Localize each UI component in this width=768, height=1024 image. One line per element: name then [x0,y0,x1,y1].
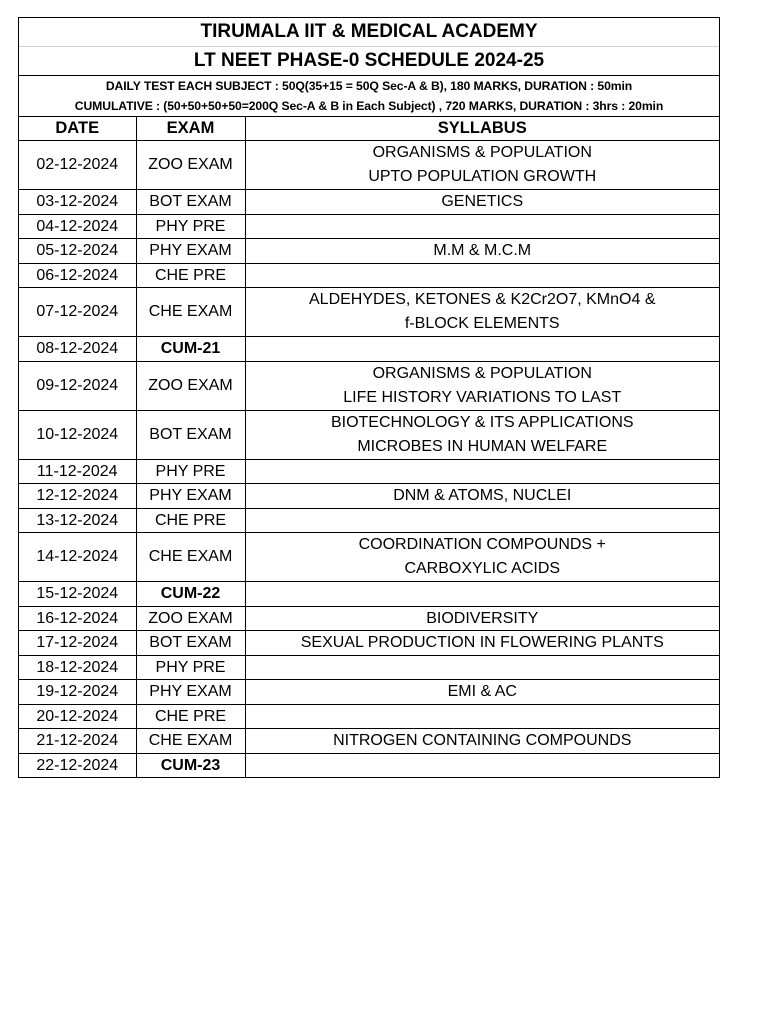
table-row [19,361,719,410]
date-cell: 14-12-2024 [19,533,136,582]
syllabus-line: LIFE HISTORY VARIATIONS TO LAST [343,388,622,406]
syllabus-cell [245,141,719,190]
syllabus-cell [245,533,719,582]
exam-cell: CHE EXAM [136,288,245,337]
date-cell: 17-12-2024 [19,631,136,656]
syllabus-line: GENETICS [441,193,524,211]
exam-cell: ZOO EXAM [136,141,245,190]
date-cell: 05-12-2024 [19,239,136,264]
syllabus-cell [245,288,719,337]
date-cell: 07-12-2024 [19,288,136,337]
table-row [19,263,719,288]
syllabus-cell [245,631,719,656]
syllabus-cell [245,239,719,264]
academy-title: TIRUMALA IIT & MEDICAL ACADEMY [200,21,538,42]
syllabus-cell [245,582,719,607]
date-cell: 04-12-2024 [19,214,136,239]
syllabus-cell [245,729,719,754]
syllabus-line: MICROBES IN HUMAN WELFARE [357,437,608,455]
exam-cell: CHE EXAM [136,729,245,754]
date-cell: 18-12-2024 [19,655,136,680]
date-cell: 15-12-2024 [19,582,136,607]
table-row [19,410,719,459]
syllabus-line: ORGANISMS & POPULATION [372,144,592,161]
syllabus-cell [245,704,719,729]
schedule-body [19,141,719,778]
cumulative-info: CUMULATIVE : (50+50+50+50=200Q Sec-A & B in Each Subject) , 720 MARKS, DURATION : 3hrs : 20min [74,99,664,113]
syllabus-line: EMI & AC [447,683,517,701]
syllabus-line: ALDEHYDES, KETONES & K2Cr2O7, KMnO4 & [309,291,656,308]
exam-cell: CHE EXAM [136,533,245,582]
exam-cell: PHY EXAM [136,680,245,705]
syllabus-line: NITROGEN CONTAINING COMPOUNDS [333,732,632,750]
table-row [19,631,719,656]
table-row [19,729,719,754]
exam-cell: ZOO EXAM [136,606,245,631]
column-header-syllabus: SYLLABUS [245,117,719,141]
date-cell: 02-12-2024 [19,141,136,190]
table-row [19,239,719,264]
syllabus-cell [245,214,719,239]
exam-cell: CHE PRE [136,704,245,729]
exam-cell: PHY PRE [136,655,245,680]
syllabus-cell [245,753,719,777]
table-row [19,704,719,729]
date-cell: 08-12-2024 [19,337,136,362]
syllabus-line: ORGANISMS & POPULATION [372,364,592,382]
date-cell: 09-12-2024 [19,361,136,410]
syllabus-cell [245,263,719,288]
syllabus-cell [245,484,719,509]
syllabus-line: SEXUAL PRODUCTION IN FLOWERING PLANTS [300,634,664,652]
syllabus-cell [245,337,719,362]
date-cell: 10-12-2024 [19,410,136,459]
date-cell: 11-12-2024 [19,459,136,484]
syllabus-cell [245,361,719,410]
syllabus-cell [245,508,719,533]
schedule-title: LT NEET PHASE-0 SCHEDULE 2024-25 [19,46,719,75]
table-row [19,582,719,607]
date-cell: 12-12-2024 [19,484,136,509]
column-header-date: DATE [19,117,136,141]
exam-cell: PHY EXAM [136,239,245,264]
exam-cell: PHY PRE [136,459,245,484]
syllabus-line: M.M & M.C.M [433,242,532,260]
table-row [19,484,719,509]
exam-cell: CUM-23 [136,753,245,777]
table-row [19,680,719,705]
table-row [19,655,719,680]
syllabus-cell [245,680,719,705]
table-row [19,337,719,362]
exam-cell: BOT EXAM [136,631,245,656]
syllabus-line: DNM & ATOMS, NUCLEI [393,487,572,505]
date-cell: 06-12-2024 [19,263,136,288]
syllabus-line: BIOTECHNOLOGY & ITS APPLICATIONS [330,413,634,431]
exam-cell: ZOO EXAM [136,361,245,410]
table-row [19,508,719,533]
schedule-sheet [18,17,720,778]
syllabus-line: UPTO POPULATION GROWTH [368,168,597,185]
header-row [19,117,719,141]
column-header-exam: EXAM [136,117,245,141]
daily-test-info: DAILY TEST EACH SUBJECT : 50Q(35+15 = 50Q Sec-A & B), 180 MARKS, DURATION : 50min [19,75,719,96]
date-cell: 22-12-2024 [19,753,136,777]
table-row [19,533,719,582]
date-cell: 13-12-2024 [19,508,136,533]
date-cell: 21-12-2024 [19,729,136,754]
table-row [19,141,719,190]
exam-cell: PHY PRE [136,214,245,239]
date-cell: 20-12-2024 [19,704,136,729]
syllabus-cell [245,190,719,215]
syllabus-cell [245,410,719,459]
table-row [19,753,719,777]
exam-cell: CUM-22 [136,582,245,607]
exam-cell: BOT EXAM [136,410,245,459]
exam-cell: CHE PRE [136,263,245,288]
syllabus-line: BIODIVERSITY [426,609,539,627]
syllabus-line: COORDINATION COMPOUNDS + [358,536,606,553]
syllabus-line: f-BLOCK ELEMENTS [404,315,560,332]
date-cell: 03-12-2024 [19,190,136,215]
exam-cell: CHE PRE [136,508,245,533]
table-row [19,288,719,337]
date-cell: 16-12-2024 [19,606,136,631]
table-row [19,214,719,239]
table-row [19,190,719,215]
table-row [19,606,719,631]
syllabus-line: CARBOXYLIC ACIDS [404,560,561,577]
syllabus-cell [245,655,719,680]
table-row [19,459,719,484]
exam-cell: CUM-21 [136,337,245,362]
syllabus-cell [245,459,719,484]
schedule-table [19,116,719,777]
exam-cell: PHY EXAM [136,484,245,509]
exam-cell: BOT EXAM [136,190,245,215]
date-cell: 19-12-2024 [19,680,136,705]
syllabus-cell [245,606,719,631]
